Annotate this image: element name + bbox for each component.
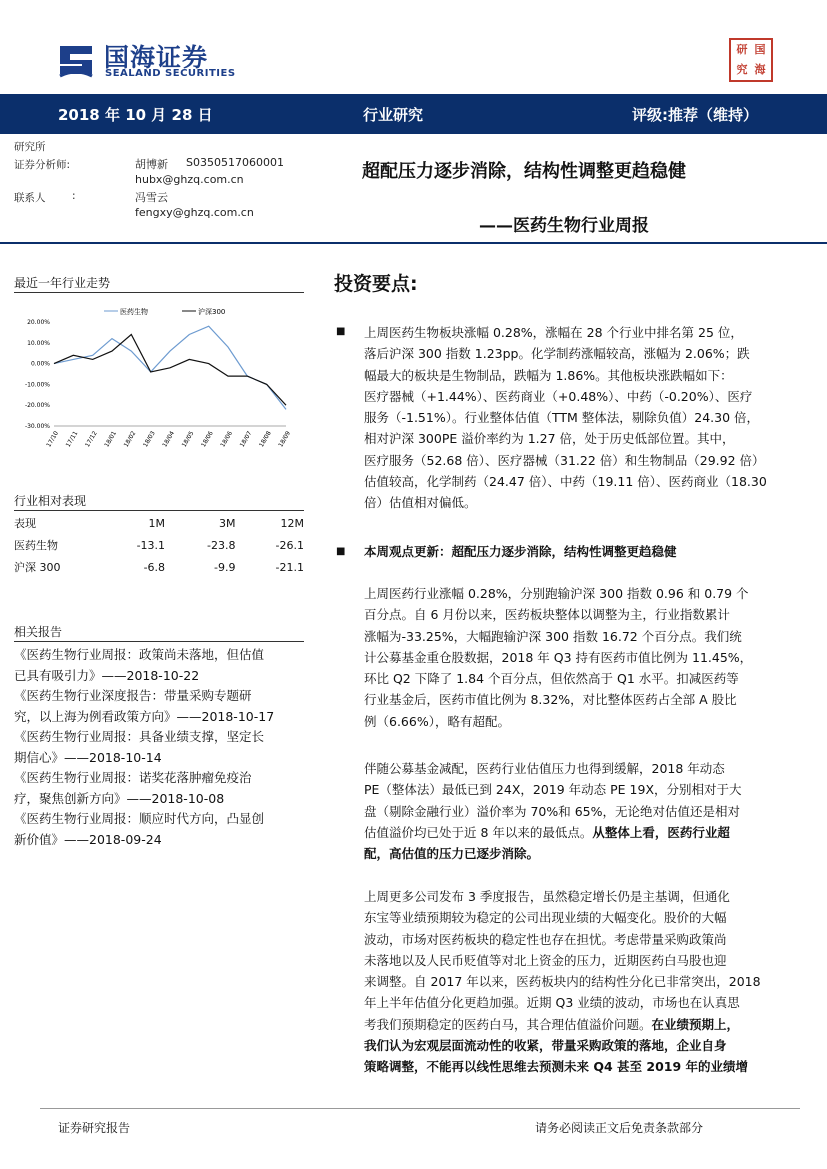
seal-char: 研 <box>736 43 748 56</box>
brand-logo-icon <box>56 40 96 80</box>
related-report-line[interactable]: 疗，聚焦创新方向》——2018-10-08 <box>14 790 225 806</box>
related-report-line[interactable]: 《医药生物行业周报：具备业绩支撑，坚定长 <box>14 729 265 744</box>
y-tick-label: 0.00% <box>30 360 50 368</box>
text-line: 环比 Q2 下降了 1.84 个百分点，但依然高于 Q1 水平。扣减医药等 <box>364 671 739 687</box>
table-cell: -21.1 <box>275 560 304 574</box>
text-line: 服务（-1.51%）。行业整体估值（TTM 整体法，剔除负值）24.30 倍， <box>364 410 760 426</box>
table-cell: -23.8 <box>207 538 236 552</box>
text-line <box>364 1014 824 1035</box>
chart-series <box>54 326 286 409</box>
paragraph-1 <box>364 583 824 732</box>
text-line: 年上半年估值分化更趋加强。近期 Q3 业绩的波动，市场也在认真思 <box>364 995 740 1011</box>
bold-text: 从整体上看，医药行业超 <box>592 824 730 840</box>
related-report-line[interactable]: 《医药生物行业深度报告：带量采购专题研 <box>14 688 252 703</box>
table-cell: -9.9 <box>214 560 236 574</box>
related-report-line[interactable]: 新价值》——2018-09-24 <box>14 831 162 847</box>
brand-name-cn: 国海证券 <box>104 43 209 72</box>
text-line: 波动，市场对医药板块的稳定性也存在担忧。考虑带量采购政策尚 <box>364 931 727 947</box>
contact-email[interactable]: fengxy@ghzq.com.cn <box>135 206 254 219</box>
table-cell: -6.8 <box>143 560 166 574</box>
contact-sep: : <box>72 190 76 202</box>
text-span: 估值溢价均已处于近 8 年以来的最低点。 <box>364 824 593 840</box>
table-row <box>14 534 304 556</box>
analyst-cert: S0350517060001 <box>186 156 284 169</box>
x-tick-label: 18/03 <box>142 430 157 449</box>
table-header-cell: 3M <box>219 516 236 530</box>
legend-label-1: 医药生物 <box>120 308 148 316</box>
x-tick-label: 18/01 <box>103 430 119 449</box>
table-cell: -26.1 <box>275 538 304 552</box>
table-cell: -13.1 <box>136 538 166 552</box>
x-tick-label: 18/07 <box>238 430 254 449</box>
related-heading: 相关报告 <box>14 625 63 639</box>
trend-chart <box>14 298 304 458</box>
text-line <box>364 1056 824 1077</box>
text-line: 估值较高，化学制药（24.47 倍）、中药（19.11 倍）、医药商业（18.30 <box>364 474 767 490</box>
analyst-email[interactable]: hubx@ghzq.com.cn <box>135 173 244 186</box>
text-line: 医疗服务（52.68 倍）、医疗器械（31.22 倍）和生物制品（29.92 倍） <box>364 452 765 468</box>
x-tick-label: 18/04 <box>161 430 177 449</box>
text-line: 未落地以及人民币贬值等对北上资金的压力，近期医药白马股也迎 <box>364 952 727 968</box>
text-line: 上周更多公司发布 3 季度报告，虽然稳定增长仍是主基调，但通化 <box>364 889 730 904</box>
x-tick-label: 18/06 <box>219 430 235 449</box>
text-span: 考我们预期稳定的医药白马，其合理估值溢价问题。 <box>364 1016 652 1032</box>
text-line: PE（整体法）最低已到 24X，2019 年动态 PE 19X，分别相对于大 <box>364 782 742 798</box>
x-tick-label: 18/05 <box>180 430 196 449</box>
text-line: 上周医药生物板块涨幅 0.28%，涨幅在 28 个行业中排名第 25 位， <box>364 325 743 340</box>
bold-text: 配，高估值的压力已逐步消除。 <box>364 846 540 862</box>
bullet-icon: ■ <box>336 546 346 557</box>
related-rule <box>14 641 304 642</box>
brand-name-en: SEALAND SECURITIES <box>105 68 236 79</box>
report-subtitle: ——医药生物行业周报 <box>479 216 649 236</box>
footer-left: 证券研究报告 <box>58 1121 131 1135</box>
seal-char: 海 <box>754 63 766 76</box>
x-tick-label: 18/09 <box>277 430 293 449</box>
related-report-line[interactable]: 《医药生物行业周报：诺奖花落肿瘤免疫治 <box>14 770 252 785</box>
x-axis <box>45 430 292 449</box>
text-line: 幅最大的板块是生物制品，跌幅为 1.86%。其他板块涨跌幅如下： <box>364 367 733 383</box>
table-header-cell: 表现 <box>14 517 36 530</box>
text-line: 来调整。自 2017 年以来，医药板块内的结构性分化已非常突出，2018 <box>364 974 761 990</box>
text-line: 倍）估值相对偏低。 <box>364 495 477 511</box>
table-cell: 沪深 300 <box>14 561 61 574</box>
dept-label: 研究所 <box>14 141 46 153</box>
series-line-2 <box>54 335 286 406</box>
y-tick-label: 20.00% <box>27 319 50 326</box>
text-line <box>364 1035 824 1056</box>
performance-rule <box>14 510 304 511</box>
y-tick-label: -20.00% <box>24 402 50 410</box>
report-rating: 评级:推荐（维持） <box>632 106 758 124</box>
performance-table <box>14 512 304 578</box>
text-line: 相对沪深 300PE 溢价率约为 1.27 倍，处于历史低部位置。其中， <box>364 431 735 447</box>
bold-text: 在业绩预期上， <box>651 1016 740 1032</box>
title-divider <box>0 242 827 244</box>
table-header-cell: 1M <box>148 516 166 530</box>
header-bar <box>0 94 827 134</box>
analyst-name: 胡博新 <box>135 158 168 171</box>
text-line: 行业基金后，医药市值比例为 8.32%，对比整体医药占全部 A 股比 <box>364 692 737 708</box>
performance-heading: 行业相对表现 <box>14 494 87 508</box>
y-tick-label: 10.00% <box>27 339 50 347</box>
bullet1-paragraph <box>364 322 824 514</box>
seal-char: 国 <box>754 43 766 56</box>
text-line: 计公募基金重仓股数据，2018 年 Q3 持有医药市值比例为 11.45%， <box>364 649 753 665</box>
bullet2-heading: 本周观点更新：超配压力逐步消除，结构性调整更趋稳健 <box>364 544 677 559</box>
related-report-line[interactable]: 《医药生物行业周报：政策尚未落地，但估值 <box>14 647 265 662</box>
seal-char: 究 <box>736 63 748 76</box>
trend-heading: 最近一年行业走势 <box>14 276 111 290</box>
paragraph-3 <box>364 886 824 1078</box>
x-tick-label: 18/08 <box>258 430 273 449</box>
x-tick-label: 18/02 <box>122 430 138 449</box>
text-line: 百分点。自 6 月份以来，医药板块整体以调整为主，行业指数累计 <box>364 607 730 623</box>
table-row <box>14 556 304 578</box>
text-line: 盘（剔除金融行业）溢价率为 70%和 65%，无论绝对估值还是相对 <box>364 803 741 819</box>
y-tick-label: -10.00% <box>24 381 50 389</box>
y-tick-label: -30.00% <box>24 423 50 430</box>
report-category: 行业研究 <box>363 106 424 124</box>
x-tick-label: 18/06 <box>200 430 215 449</box>
report-date: 2018 年 10 月 28 日 <box>58 106 213 124</box>
text-line: 东宝等业绩预期较为稳定的公司出现业绩的大幅变化。股价的大幅 <box>364 910 727 926</box>
bold-text: 策略调整，不能再以线性思维去预测未来 Q4 甚至 2019 年的业绩增 <box>364 1059 749 1075</box>
related-report-line[interactable]: 《医药生物行业周报：顺应时代方向，凸显创 <box>14 811 265 826</box>
text-line: 伴随公募基金减配，医药行业估值压力也得到缓解，2018 年动态 <box>364 761 725 776</box>
text-line <box>364 843 824 864</box>
report-title: 超配压力逐步消除，结构性调整更趋稳健 <box>362 161 686 182</box>
footer-right: 请务必阅读正文后免责条款部分 <box>535 1121 704 1135</box>
text-line: 上周医药行业涨幅 0.28%，分别跑输沪深 300 指数 0.96 和 0.79 个 <box>364 586 749 601</box>
research-seal-icon <box>729 38 773 82</box>
analyst-label: 证券分析师: <box>14 159 71 171</box>
table-header-cell: 12M <box>280 516 304 530</box>
x-tick-label: 17/11 <box>64 430 80 449</box>
text-line <box>364 822 824 843</box>
related-report-line[interactable]: 期信心》——2018-10-14 <box>14 749 162 765</box>
contact-name: 冯雪云 <box>135 191 168 204</box>
trend-rule <box>14 292 304 293</box>
bullet-icon: ■ <box>336 326 346 337</box>
bold-text: 我们认为宏观层面流动性的收紧，带量采购政策的落地，企业自身 <box>364 1038 727 1054</box>
text-line: 医疗器械（+1.44%）、医药商业（+0.48%）、中药（-0.20%）、医疗 <box>364 388 753 404</box>
table-header-row <box>14 512 304 534</box>
text-line: 例（6.66%），略有超配。 <box>364 713 510 729</box>
legend-label-2: 沪深300 <box>198 308 226 316</box>
x-tick-label: 17/12 <box>84 430 99 449</box>
investment-highlights-heading: 投资要点: <box>334 273 418 295</box>
related-report-list <box>14 645 310 850</box>
related-report-line[interactable]: 究，以上海为例看政策方向》——2018-10-17 <box>14 708 275 724</box>
contact-label: 联系人 <box>14 192 46 204</box>
related-report-line[interactable]: 已具有吸引力》——2018-10-22 <box>14 667 200 683</box>
chart-legend <box>104 307 225 316</box>
x-tick-label: 17/10 <box>45 430 61 449</box>
text-line: 涨幅为-33.25%，大幅跑输沪深 300 指数 16.72 个百分点。我们统 <box>364 628 742 644</box>
paragraph-2 <box>364 758 824 864</box>
footer-rule <box>40 1108 800 1109</box>
text-line: 落后沪深 300 指数 1.23pp。化学制药涨幅较高，涨幅为 2.06%；跌 <box>364 346 750 362</box>
table-cell: 医药生物 <box>14 539 58 552</box>
